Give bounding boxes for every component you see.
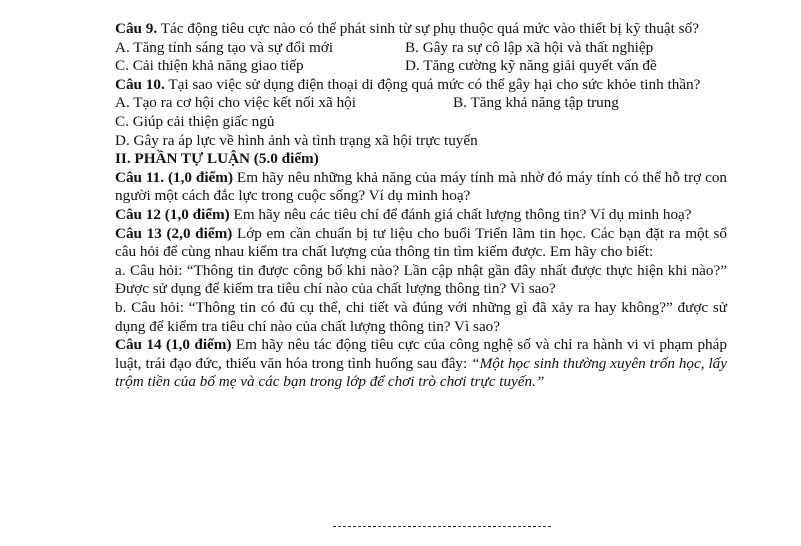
- options-row: [115, 94, 727, 113]
- option-c: C. Giúp cải thiện giấc ngủ: [115, 112, 275, 130]
- question-label: Câu 14 (1,0 điểm): [115, 336, 232, 354]
- question-text: Tại sao việc sử dụng điện thoại di động quá mức có thể gây hại cho sức khỏe tinh thần?: [164, 75, 701, 93]
- options-row: [115, 132, 727, 151]
- options-row: [115, 57, 727, 76]
- question-14: [115, 336, 727, 392]
- question-13: [115, 225, 727, 262]
- question-text: Em hãy nêu tác động tiêu cực của công nghệ số và chỉ ra hành vi vi phạm pháp luật, trái đạo đức, thiếu văn hóa trong tình huống sau đây:: [115, 336, 727, 372]
- question-11: [115, 169, 727, 206]
- section-heading: II. PHẦN TỰ LUẬN (5.0 điểm): [115, 150, 319, 168]
- option-b: B. Gây ra sự cô lập xã hội và thất nghiệp: [405, 38, 654, 56]
- scenario-quote: “Một học sinh thường xuyên trốn học, lấy trộm tiền của bố mẹ và các bạn trong lớp để chơi trò chơi trực tuyến.”: [115, 354, 727, 391]
- question-text: Tác động tiêu cực nào có thể phát sinh từ sự phụ thuộc quá mức vào thiết bị kỹ thuật số?: [157, 20, 699, 37]
- option-d: D. Gây ra áp lực về hình ảnh và tình trạng xã hội trực tuyến: [115, 131, 478, 149]
- option-b: B. Tăng khả năng tập trung: [453, 94, 619, 112]
- question-10: [115, 76, 727, 95]
- options-row: [115, 39, 727, 58]
- exam-page: [115, 20, 727, 392]
- question-label: Câu 10.: [115, 75, 165, 93]
- question-12: [115, 206, 727, 225]
- option-d: D. Tăng cường kỹ năng giải quyết vấn đề: [405, 57, 657, 75]
- option-a: A. Tạo ra cơ hội cho việc kết nối xã hội: [115, 94, 356, 112]
- question-label: Câu 12 (1,0 điểm): [115, 205, 230, 223]
- option-a: A. Tăng tính sáng tạo và sự đổi mới: [115, 38, 334, 56]
- option-c: C. Cải thiện khả năng giao tiếp: [115, 57, 304, 75]
- end-divider: [333, 526, 551, 527]
- question-label: Câu 13 (2,0 điểm): [115, 224, 233, 242]
- question-9: [115, 20, 727, 39]
- question-text: Lớp em cần chuẩn bị tư liệu cho buổi Triển lãm tin học. Các bạn đặt ra một số câu hỏi để cùng nhau kiểm tra chất lượng của thông tin tìm kiếm được. Em hãy cho biết:: [115, 224, 727, 261]
- question-text: Em hãy nêu các tiêu chí để đánh giá chất lượng thông tin? Ví dụ minh hoạ?: [229, 205, 692, 223]
- question-text: Em hãy nêu những khả năng của máy tính mà nhờ đó máy tính có thể hỗ trợ con người một cách đắc lực trong cuộc sống? Ví dụ minh hoạ?: [115, 168, 728, 205]
- question-label: Câu 11. (1,0 điểm): [115, 168, 234, 186]
- question-13-part-b: b. Câu hỏi: “Thông tin có đủ cụ thể, chi tiết và đúng với những gì đã xảy ra hay không?” được sử dụng để kiểm tra tiêu chí nào của chất lượng thông tin? Vì sao?: [115, 298, 727, 335]
- question-label: Câu 9.: [115, 20, 158, 37]
- question-13-part-a: a. Câu hỏi: “Thông tin được công bố khi nào? Lần cập nhật gần đây nhất được thực hiện khi nào?” Được sử dụng để kiểm tra tiêu chí nào của chất lượng thông tin? Vì sao?: [115, 261, 727, 298]
- options-row: [115, 113, 727, 132]
